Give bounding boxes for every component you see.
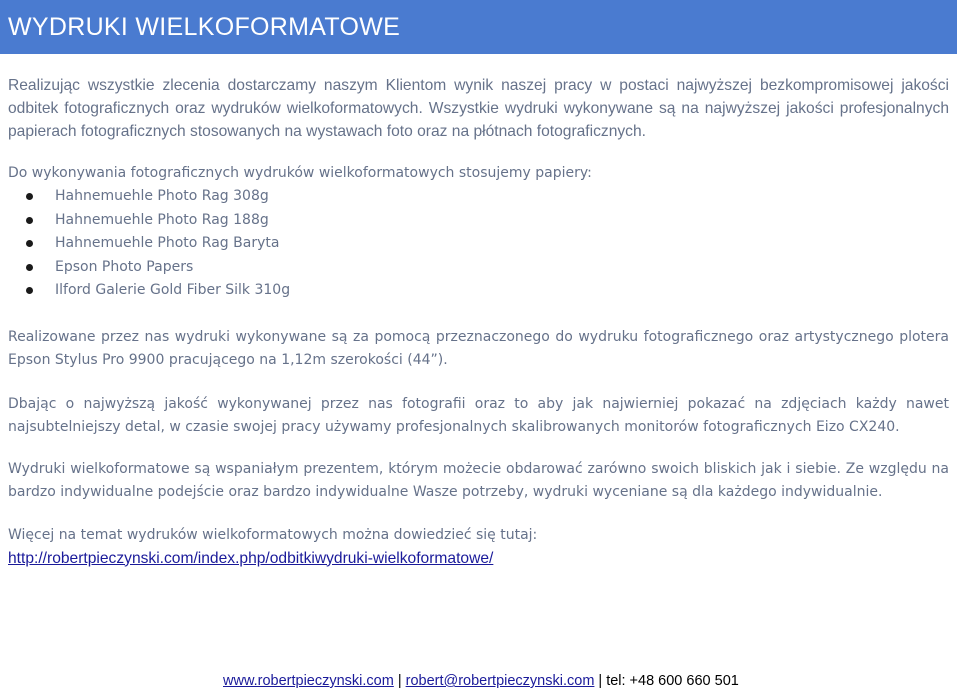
gift-paragraph: Wydruki wielkoformatowe są wspaniałym prezentem, którym możecie obdarować zarówno swoich bliskich jak i siebie. Ze względu na bardzo indywidualne podejście oraz bardzo indywidualne Wasze potrzeby, wydruki wyceniane są dla każdego indywidualnie. [8, 460, 949, 500]
list-item: Epson Photo Papers [8, 256, 949, 280]
footer-website-link[interactable]: www.robertpieczynski.com [223, 673, 394, 689]
footer-separator: | [598, 673, 603, 689]
papers-lead: Do wykonywania fotograficznych wydruków wielkoformatowych stosujemy papiery: [8, 165, 592, 181]
footer-email-link[interactable]: robert@robertpieczynski.com [405, 673, 595, 689]
footer-phone: tel: +48 600 660 501 [606, 673, 739, 689]
more-info-text: Więcej na temat wydruków wielkoformatowych można dowiedzieć się tutaj: [8, 526, 538, 543]
list-item: Ilford Galerie Gold Fiber Silk 310g [8, 279, 949, 303]
footer [223, 673, 739, 689]
more-info-link[interactable]: http://robertpieczynski.com/index.php/odbitkiwydruki-wielkoformatowe/ [8, 549, 494, 567]
main-content [8, 74, 949, 570]
list-item: Hahnemuehle Photo Rag 188g [8, 209, 949, 233]
footer-separator: | [397, 673, 402, 689]
intro-paragraph: Realizując wszystkie zlecenia dostarczamy naszym Klientom wynik naszej pracy w postaci najwyższej bezkompromisowej jakości odbitek fotograficznych oraz wydruków wielkoformatowych. Wszystkie wydruki wykonywane są na najwyższej jakości profesjonalnych papierach fotograficznych stosowanych na wystawach foto oraz na płótnach fotograficznych. [8, 77, 949, 140]
bullet-icon [26, 240, 33, 247]
list-item: Hahnemuehle Photo Rag Baryta [8, 232, 949, 256]
bullet-icon [26, 264, 33, 271]
bullet-icon [26, 193, 33, 200]
quality-paragraph: Dbając o najwyższą jakość wykonywanej przez nas fotografii oraz to aby jak najwierniej pokazać na zdjęciach każdy nawet najsubtelniejszy detal, w czasie swojej pracy używamy profesjonalnych skalibrowanych monitorów fotograficznych Eizo CX240. [8, 395, 949, 435]
page-title: WYDRUKI WIELKOFORMATOWE [8, 13, 401, 41]
bullet-icon [26, 217, 33, 224]
page-header [0, 0, 957, 54]
list-item: Hahnemuehle Photo Rag 308g [8, 185, 949, 209]
bullet-icon [26, 287, 33, 294]
plotter-paragraph: Realizowane przez nas wydruki wykonywane są za pomocą przeznaczonego do wydruku fotograficznego oraz artystycznego plotera Epson Stylus Pro 9900 pracującego na 1,12m szerokości (44”). [8, 328, 949, 368]
papers-list [8, 185, 949, 303]
